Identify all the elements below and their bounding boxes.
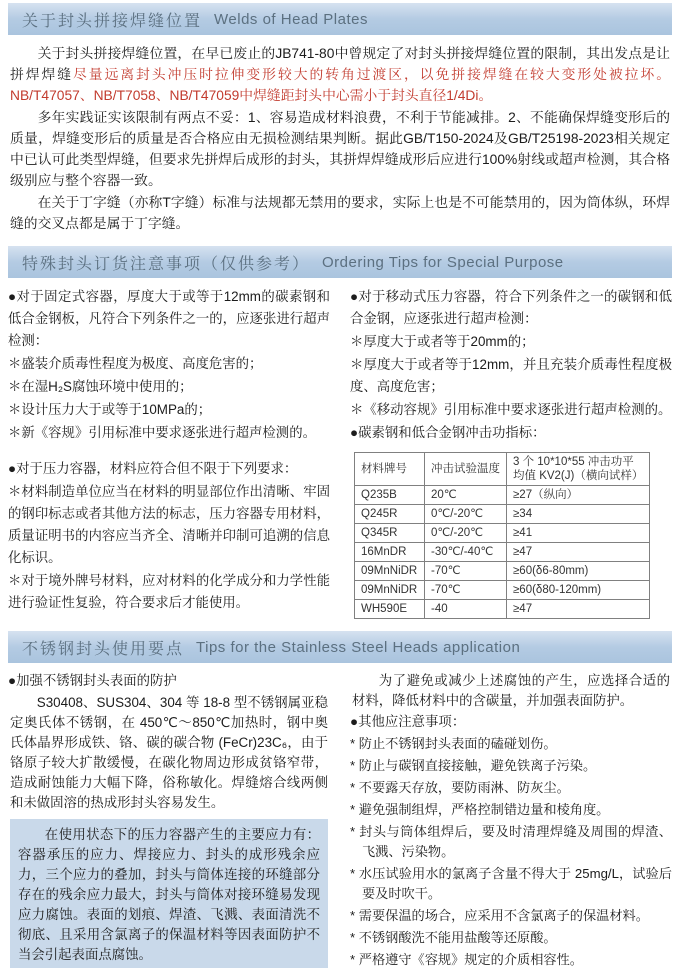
surface-protection-bullet: ●加强不锈钢封头表面的防护 xyxy=(8,673,177,688)
mobile-regulation-condition: ＊《移动容规》引用标准中要求逐张进行超声检测的。 xyxy=(350,402,672,417)
pressure-condition: ＊设计压力大于或等于10MPa的； xyxy=(8,402,212,417)
section2-right-column xyxy=(350,286,672,619)
note-hydro-test-water: * 水压试验用水的氯离子含量不得大于 25mg/L，试验后要及时吹干。 xyxy=(350,866,672,901)
thickness20-condition: ＊厚度大于或者等于20mm的； xyxy=(350,334,535,349)
thickness12-condition: ＊厚度大于或者等于12mm，并且充装介质毒性程度极度、高度危害； xyxy=(350,357,672,394)
impact-value-cell: ≥41 xyxy=(507,524,650,543)
table-row xyxy=(355,600,650,619)
col-header-material: 材料牌号 xyxy=(355,453,425,486)
material-cell: 09MnNiDR xyxy=(355,562,425,581)
weld-position-text-red: 尽量远离封头冲压时拉伸变形较大的转角过渡区，以免拼接焊缝在较大变形处被拉坏。NB/T47057、NB/T7058、NB/T47059中焊缝距封头中心需小于封头直径1/4Di。 xyxy=(10,67,671,103)
regulation-condition: ＊新《容规》引用标准中要求逐张进行超声检测的。 xyxy=(8,425,316,440)
note-outdoor-storage: * 不要露天存放，要防雨淋、防灰尘。 xyxy=(350,780,570,795)
section2-left-column xyxy=(8,286,330,619)
section2-header-bar xyxy=(8,246,672,278)
table-header-row xyxy=(355,453,650,486)
section3-columns xyxy=(8,671,672,968)
vessel-material-bullet: ●对于压力容器，材料应符合但不限于下列要求： xyxy=(8,461,298,476)
note-forced-welding: * 避免强制组焊，严格控制错边量和棱角度。 xyxy=(350,802,610,817)
section3-title-en: Tips for the Stainless Steel Heads application xyxy=(196,638,521,656)
material-cell: Q235B xyxy=(355,486,425,505)
impact-value-cell: ≥34 xyxy=(507,505,650,524)
foreign-material-requirement: ＊对于境外牌号材料，应对材料的化学成分和力学性能进行验证性复验，符合要求后才能使用。 xyxy=(8,573,330,610)
material-cell: WH590E xyxy=(355,600,425,619)
other-notes-bullet: ●其他应注意事项： xyxy=(350,714,466,729)
temperature-cell: -70℃ xyxy=(425,581,507,600)
section1-title-zh: 关于封头拼接焊缝位置 xyxy=(22,12,203,30)
impact-value-cell: ≥47 xyxy=(507,600,650,619)
material-cell: 16MnDR xyxy=(355,543,425,562)
impact-value-cell: ≥60(δ80-120mm) xyxy=(507,581,650,600)
impact-value-cell: ≥47 xyxy=(507,543,650,562)
table-row xyxy=(355,524,650,543)
table-row xyxy=(355,543,650,562)
toxicity-condition: ＊盛装介质毒性程度为极度、高度危害的； xyxy=(8,356,263,371)
temperature-cell: 0℃/-20℃ xyxy=(425,505,507,524)
table-row xyxy=(355,505,650,524)
practice-issues-paragraph: 多年实践证实该限制有两点不妥：1、容易造成材料浪费，不利于节能减排。2、不能确保焊缝变形后的质量，焊缝变形后的质量是否合格应由无损检测结果判断。据此GB/T150-2024及GB/T25198-2023相关规定中已认可此类型焊缝，但要求先拼焊后成形的封头，其拼焊焊缝成形后应进行100%射线或超声检测，其合格级别应与整个容器一致。 xyxy=(10,110,670,188)
section3-left-column xyxy=(8,671,330,968)
note-pickling-acid: * 不锈钢酸洗不能用盐酸等还原酸。 xyxy=(350,930,557,945)
section3-title-zh: 不锈钢封头使用要点 xyxy=(22,640,185,658)
table-row xyxy=(355,562,650,581)
section1-header-bar xyxy=(8,3,672,35)
sensitization-paragraph: S30408、SUS304、304 等 18-8 型不锈钢属亚稳定奥氏体不锈钢，在 450℃～850℃加热时，钢中奥氏体晶界形成铁、铬、碳的碳合物 (FeCr)23C₆，由于铬原子较大扩散缓慢，在碳化物周边形成贫铬窄带，造成耐蚀能力大幅下降，俗称敏化。焊缝熔合线两侧和未做固溶的热成形封头容易发生。 xyxy=(10,695,328,810)
material-cell: Q345R xyxy=(355,524,425,543)
t-joint-paragraph: 在关于丁字缝（亦称T字缝）标准与法规都无禁用的要求，实际上也是不可能禁用的，因为筒体纵，环焊缝的交叉点都是属于丁字缝。 xyxy=(10,195,670,231)
temperature-cell: 20℃ xyxy=(425,486,507,505)
note-weld-cleanup: * 封头与筒体组焊后，要及时清理焊缝及周围的焊渣、飞溅、污染物。 xyxy=(350,824,672,859)
h2s-condition: ＊在湿H₂S腐蚀环境中使用的； xyxy=(8,379,193,394)
impact-energy-table xyxy=(354,452,650,619)
note-carbon-steel-contact: * 防止与碳钢直接接触，避免铁离子污染。 xyxy=(350,758,597,773)
note-insulation-material: * 需要保温的场合，应采用不含氯离子的保温材料。 xyxy=(350,908,649,923)
impact-value-cell: ≥60(δ6-80mm) xyxy=(507,562,650,581)
material-cell: 09MnNiDR xyxy=(355,581,425,600)
mobile-vessel-bullet: ●对于移动式压力容器，符合下列条件之一的碳钢和低合金钢，应逐张进行超声检测： xyxy=(350,289,672,326)
table-row xyxy=(355,486,650,505)
impact-index-bullet: ●碳素钢和低合金钢冲击功指标： xyxy=(350,425,546,440)
section2-columns xyxy=(8,286,672,619)
section3-header-bar xyxy=(8,631,672,663)
stress-corrosion-panel: 在使用状态下的压力容器产生的主要应力有：容器承压的应力、焊接应力、封头的成形残余应力，三个应力的叠加，封头与筒体连接的环缝部分存在的残余应力最大，封头与筒体对接环缝易发现应力腐蚀。表面的划痕、焊渣、飞溅、表面清洗不彻底、且采用含氯离子的保温材料等因表面防护不当会引起表面点腐蚀。 xyxy=(10,819,328,968)
note-scratch: * 防止不锈钢封头表面的磕碰划伤。 xyxy=(350,736,557,751)
impact-value-cell: ≥27（纵向） xyxy=(507,486,650,505)
temperature-cell: -40 xyxy=(425,600,507,619)
note-media-compatibility: * 严格遵守《容规》规定的介质相容性。 xyxy=(350,952,583,967)
section1-title-en: Welds of Head Plates xyxy=(214,10,368,28)
col-header-temperature: 冲击试验温度 xyxy=(425,453,507,486)
material-marking-requirement: ＊材料制造单位应当在材料的明显部位作出清晰、牢固的钢印标志或者其他方法的标志，压力容器专用材料，质量证明书的内容应当齐全、清晰并印制可追溯的信息化标识。 xyxy=(8,484,330,565)
section2-title-en: Ordering Tips for Special Purpose xyxy=(322,253,564,271)
col-header-impact-value: 3 个 10*10*55 冲击功平均值 KV2(J)（横向试样） xyxy=(507,453,650,486)
material-cell: Q245R xyxy=(355,505,425,524)
temperature-cell: 0℃/-20℃ xyxy=(425,524,507,543)
temperature-cell: -30℃/-40℃ xyxy=(425,543,507,562)
section2-title-zh: 特殊封头订货注意事项（仅供参考） xyxy=(22,255,311,273)
corrosion-avoidance-paragraph: 为了避免或减少上述腐蚀的产生，应选择合适的材料，降低材料中的含碳量，并加强表面防护。 xyxy=(352,673,670,708)
table-row xyxy=(355,581,650,600)
temperature-cell: -70℃ xyxy=(425,562,507,581)
weld-position-paragraph xyxy=(10,43,670,106)
fixed-vessel-bullet: ●对于固定式容器，厚度大于或等于12mm的碳素钢和低合金钢板，凡符合下列条件之一的，应逐张进行超声检测： xyxy=(8,289,330,348)
section3-right-column xyxy=(350,671,672,968)
weld-position-text-black: 关于封头拼接焊缝位置，在早已废止的JB741-80中曾规定了对封头拼接焊缝位置的限制，其出发点是让拼焊焊缝 xyxy=(10,46,670,82)
